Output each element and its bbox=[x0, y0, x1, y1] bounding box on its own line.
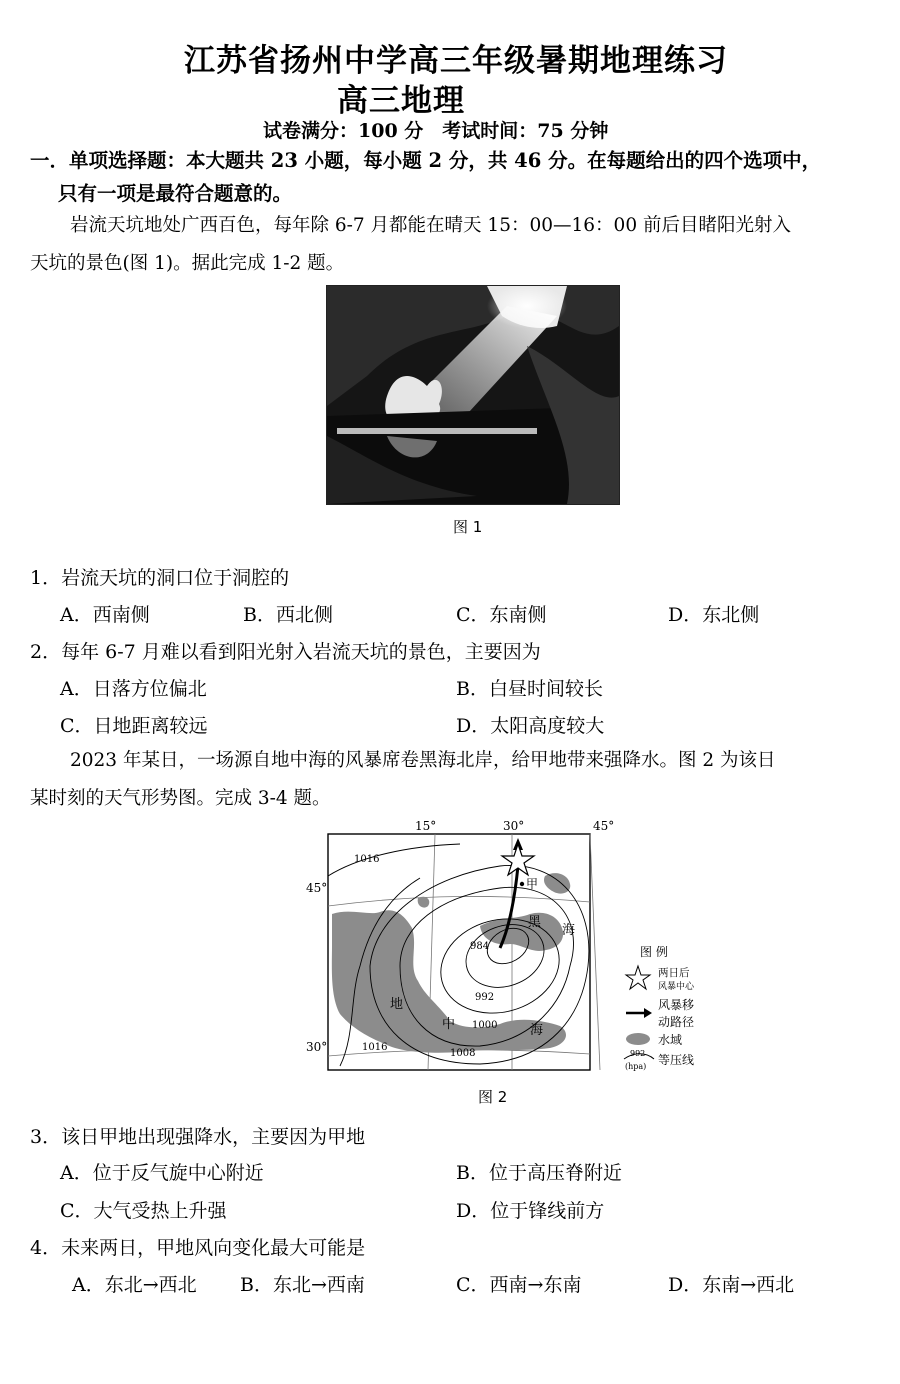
q2-option-c[interactable]: C．日地距离较远 bbox=[60, 715, 208, 737]
legend-water-label: 水域 bbox=[658, 1033, 683, 1047]
q1-option-b[interactable]: B．西北侧 bbox=[243, 604, 333, 626]
document-title: 江苏省扬州中学高三年级暑期地理练习 bbox=[184, 43, 728, 79]
star-icon bbox=[626, 966, 650, 989]
q3-option-b[interactable]: B．位于高压脊附近 bbox=[456, 1162, 622, 1184]
question-1-stem: 1．岩流天坑的洞口位于洞腔的 bbox=[30, 567, 290, 589]
q1-option-c[interactable]: C．东南侧 bbox=[456, 604, 547, 626]
q4-option-a[interactable]: A．东北→西北 bbox=[72, 1274, 197, 1296]
isobar-label-1000: 1000 bbox=[472, 1020, 498, 1031]
legend-arrow-label2: 动路径 bbox=[658, 1015, 695, 1029]
q1-option-d[interactable]: D．东北侧 bbox=[668, 604, 760, 626]
place-label-jia: 甲 bbox=[526, 877, 539, 891]
q3-option-d[interactable]: D．位于锋线前方 bbox=[456, 1200, 605, 1222]
figure1-caption: 图 1 bbox=[453, 518, 483, 536]
place-label-black-sea-1: 黑 bbox=[528, 915, 542, 930]
weather-map bbox=[300, 816, 710, 1082]
question-2-stem: 2．每年 6-7 月难以看到阳光射入岩流天坑的景色，主要因为 bbox=[30, 641, 541, 663]
question-4-stem: 4．未来两日，甲地风向变化最大可能是 bbox=[30, 1237, 366, 1259]
isobar-label-1016-bottom: 1016 bbox=[362, 1042, 388, 1053]
place-label-med-3: 海 bbox=[530, 1023, 544, 1038]
q4-option-b[interactable]: B．东北→西南 bbox=[240, 1274, 365, 1296]
lon-label-15: 15° bbox=[415, 819, 437, 833]
q2-option-a[interactable]: A．日落方位偏北 bbox=[60, 678, 207, 700]
q4-option-d[interactable]: D．东南→西北 bbox=[668, 1274, 795, 1296]
lat-label-45: 45° bbox=[306, 881, 328, 895]
q3-option-a[interactable]: A．位于反气旋中心附近 bbox=[60, 1162, 264, 1184]
figure2-caption: 图 2 bbox=[478, 1088, 508, 1106]
section-heading-line1: 一．单项选择题：本大题共 23 小题，每小题 2 分，共 46 分。在每题给出的四个选项中， bbox=[30, 149, 822, 172]
place-label-black-sea-2: 海 bbox=[562, 923, 576, 938]
legend-arrow-label1: 风暴移 bbox=[658, 998, 695, 1012]
legend-isobar-unit: (hpa) bbox=[625, 1062, 647, 1071]
arrow-icon-head bbox=[644, 1008, 652, 1018]
place-label-med-1: 地 bbox=[390, 997, 404, 1012]
q2-option-b[interactable]: B．白昼时间较长 bbox=[456, 678, 603, 700]
cave-photo bbox=[326, 285, 620, 505]
passage1-line1: 岩流天坑地处广西百色，每年除 6-7 月都能在晴天 15：00—16：00 前后目睹阳光射入 bbox=[70, 215, 791, 236]
lat-label-30: 30° bbox=[306, 1040, 328, 1054]
cave-photo-art bbox=[327, 286, 619, 504]
exam-info: 试卷满分：100 分 考试时间：75 分钟 bbox=[263, 120, 609, 142]
question-3-stem: 3．该日甲地出现强降水，主要因为甲地 bbox=[30, 1126, 366, 1148]
lon-label-45: 45° bbox=[593, 819, 615, 833]
legend-star-label2: 风暴中心 bbox=[658, 982, 695, 992]
passage2-line2: 某时刻的天气形势图。完成 3-4 题。 bbox=[30, 788, 331, 809]
q2-option-d[interactable]: D．太阳高度较大 bbox=[456, 715, 605, 737]
isobar-label-984: 984 bbox=[470, 941, 490, 952]
legend-isobar-label: 等压线 bbox=[658, 1053, 695, 1067]
place-jia-dot bbox=[520, 882, 524, 886]
legend-star-label1: 两日后 bbox=[658, 967, 690, 979]
document-subtitle: 高三地理 bbox=[337, 83, 465, 119]
legend-isobar-sample-value: 992 bbox=[630, 1049, 646, 1058]
q3-option-c[interactable]: C．大气受热上升强 bbox=[60, 1200, 227, 1222]
legend-title: 图 例 bbox=[640, 945, 668, 959]
q1-option-a[interactable]: A．西南侧 bbox=[60, 604, 150, 626]
passage2-line1: 2023 年某日，一场源自地中海的风暴席卷黑海北岸，给甲地带来强降水。图 2 为该日 bbox=[70, 750, 776, 771]
q4-option-c[interactable]: C．西南→东南 bbox=[456, 1274, 582, 1296]
passage1-line2: 天坑的景色(图 1)。据此完成 1-2 题。 bbox=[30, 253, 345, 274]
place-label-med-2: 中 bbox=[442, 1017, 456, 1032]
isobar-label-1008: 1008 bbox=[450, 1048, 476, 1059]
isobar-label-992: 992 bbox=[475, 992, 495, 1003]
isobar-label-1016-top: 1016 bbox=[354, 854, 380, 865]
lon-label-30: 30° bbox=[503, 819, 525, 833]
section-heading-line2: 只有一项是最符合题意的。 bbox=[58, 182, 293, 205]
water-icon bbox=[626, 1033, 650, 1045]
